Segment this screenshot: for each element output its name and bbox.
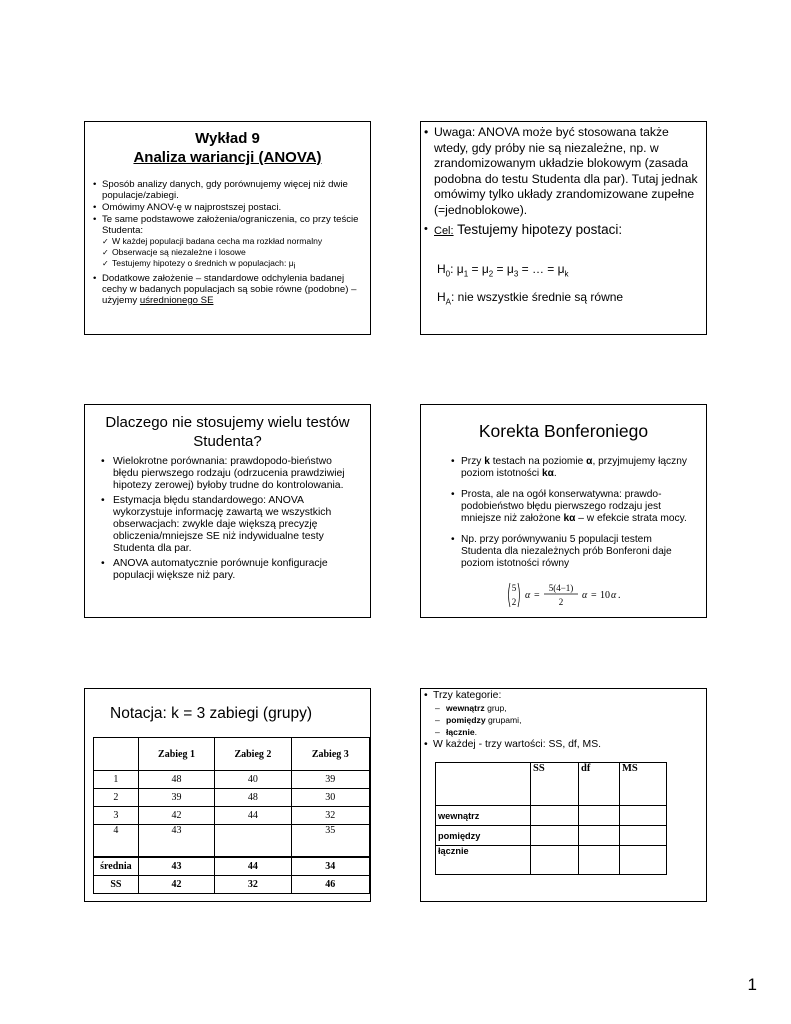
list-item: • Te same podstawowe założenia/ograniczenia, co przy teście Studenta: ✓ W każdej populacji badana cecha ma rozkład normalny ✓ Obserwacje są niezależne i losowe ✓ Testujemy hipotezy o średnich w populacjach: $\mu_i$ xyxy=(93,214,362,272)
table-cell: 39 xyxy=(291,771,369,789)
slide-1-bullets xyxy=(93,179,362,307)
table-cell: 1 xyxy=(94,771,139,789)
svg-text:α: α xyxy=(582,590,588,601)
list-item: ✓ Testujemy hipotezy o średnich w populacjach: $\mu_i$ xyxy=(102,258,362,272)
slide-1 xyxy=(84,121,371,335)
svg-text:.: . xyxy=(618,590,621,601)
list-item: • Sposób analizy danych, gdy porównujemy więcej niż dwie populacje/zabiegi. xyxy=(93,179,362,201)
table-row xyxy=(436,826,667,846)
table-cell xyxy=(531,826,579,846)
list-item: ✓ Obserwacje są niezależne i losowe xyxy=(102,247,362,258)
table-cell: 30 xyxy=(291,789,369,807)
svg-text:10: 10 xyxy=(600,590,610,601)
table-row xyxy=(94,771,370,789)
table-cell: 48 xyxy=(215,789,291,807)
list-item: • Estymacja błędu standardowego: ANOVA wykorzystuje informację zawartą we wszystkich obserwacjach: zwykle daje większą precyzję obliczenia/mniejsze SE niż indywidualne testy Studenta dla par. xyxy=(101,495,360,556)
list-item: • Cel: Testujemy hipotezy postaci: xyxy=(424,222,700,240)
data-table xyxy=(93,737,370,894)
slide-1-sublist xyxy=(102,236,362,272)
table-cell: pomiędzy xyxy=(436,826,531,846)
table-header-cell: SS xyxy=(531,763,579,806)
slide-6 xyxy=(420,688,707,902)
svg-text:=: = xyxy=(591,590,597,601)
table-cell xyxy=(620,846,667,875)
list-item: • Wielokrotne porównania: prawdopodo-bieństwo błędu pierwszego rodzaju (odrzucenia prawdziwiej hipotezy zerowej) byłoby trudne do kontrolowania. xyxy=(101,456,360,493)
slide-1-subtitle: Analiza wariancji (ANOVA) xyxy=(133,149,322,166)
table-header-cell: df xyxy=(579,763,620,806)
svg-text:2: 2 xyxy=(511,597,517,607)
table-row-ss xyxy=(94,876,370,894)
table-header-cell: Zabieg 2 xyxy=(215,738,291,771)
table-cell: 32 xyxy=(215,876,291,894)
table-cell: 43 xyxy=(138,857,214,876)
svg-text:α: α xyxy=(525,590,531,601)
table-cell: 44 xyxy=(215,807,291,825)
slide-3-bullets xyxy=(101,456,360,584)
table-cell xyxy=(620,806,667,826)
null-hypothesis: $H_0$: $\mu_1 = \mu_2 = \mu_3$ = … = $\mu_k$ xyxy=(437,262,569,279)
table-header-cell xyxy=(94,738,139,771)
table-cell: średnia xyxy=(94,857,139,876)
slide-1-title: Wykład 9 xyxy=(195,130,260,147)
svg-text:2: 2 xyxy=(558,597,564,607)
table-cell xyxy=(215,825,291,858)
table-cell xyxy=(579,806,620,826)
list-item: • Prosta, ale na ogół konserwatywna: prawdo-podobieństwo błędu pierwszego rodzaju jest mniejsze niż założone kα – w efekcie strata mocy. xyxy=(451,489,692,525)
anova-table xyxy=(435,762,667,875)
list-item: • Omówimy ANOV-ę w najprostszej postaci. xyxy=(93,202,362,213)
slide-6-bullets xyxy=(424,689,700,751)
slide-5 xyxy=(84,688,371,902)
table-cell: 35 xyxy=(291,825,369,858)
table-header-cell: MS xyxy=(620,763,667,806)
svg-text:5(4−1): 5(4−1) xyxy=(548,583,574,593)
slide-4-title: Korekta Bonferoniego xyxy=(478,421,649,441)
list-item: • Np. przy porównywaniu 5 populacji testem Studenta dla niezależnych prób Bonferoni daje poziom istotności równy xyxy=(451,534,692,570)
table-cell: 46 xyxy=(291,876,369,894)
list-item: • ANOVA automatycznie porównuje konfiguracje populacji większe niż pary. xyxy=(101,558,360,582)
slide-2 xyxy=(420,121,707,335)
slide-4 xyxy=(420,404,707,618)
svg-text:=: = xyxy=(534,590,540,601)
table-cell xyxy=(579,846,620,875)
table-cell: 42 xyxy=(138,807,214,825)
table-cell: 40 xyxy=(215,771,291,789)
table-cell: 42 xyxy=(138,876,214,894)
table-cell: wewnątrz xyxy=(436,806,531,826)
table-cell xyxy=(579,826,620,846)
slide-4-bullets xyxy=(451,456,692,579)
svg-text:5: 5 xyxy=(511,583,517,593)
list-item: • W każdej - trzy wartości: SS, df, MS. xyxy=(424,738,700,751)
slide-3-title: Dlaczego nie stosujemy wielu testów Studenta? xyxy=(105,414,350,450)
table-header-row xyxy=(436,763,667,806)
table-header-cell: Zabieg 1 xyxy=(138,738,214,771)
bonferroni-formula xyxy=(506,581,626,609)
page-number: 1 xyxy=(747,975,757,994)
table-cell: 4 xyxy=(94,825,139,858)
list-item: • Przy k testach na poziomie α, przyjmujemy łączny poziom istotności kα. xyxy=(451,456,692,480)
table-row xyxy=(94,825,370,858)
list-item: – wewnątrz grup, xyxy=(435,702,700,714)
table-header-row xyxy=(94,738,370,771)
table-cell xyxy=(620,826,667,846)
table-header-cell xyxy=(436,763,531,806)
svg-text:α: α xyxy=(611,590,617,601)
table-cell: łącznie xyxy=(436,846,531,875)
table-cell: 48 xyxy=(138,771,214,789)
table-cell xyxy=(531,846,579,875)
table-cell: 34 xyxy=(291,857,369,876)
table-cell: SS xyxy=(94,876,139,894)
table-row-mean xyxy=(94,857,370,876)
list-item: ✓ W każdej populacji badana cecha ma rozkład normalny xyxy=(102,236,362,247)
slide-5-title: Notacja: k = 3 zabiegi (grupy) xyxy=(110,705,313,722)
list-item: – łącznie. xyxy=(435,726,700,738)
table-row xyxy=(436,846,667,875)
alternative-hypothesis: $H_A$: nie wszystkie średnie są równe xyxy=(437,290,624,307)
table-cell: 32 xyxy=(291,807,369,825)
table-header-cell: Zabieg 3 xyxy=(291,738,369,771)
list-item: • Uwaga: ANOVA może być stosowana także wtedy, gdy próby nie są niezależne, np. w zrandomizowanym układzie blokowym (zasada podobna do testu Studenta dla par). Tutaj jednak omówimy tylko układy zrandomizowane zupełne (=jednoblokowe). xyxy=(424,125,700,218)
table-cell: 44 xyxy=(215,857,291,876)
table-cell: 2 xyxy=(94,789,139,807)
table-cell: 43 xyxy=(138,825,214,858)
table-row xyxy=(436,806,667,826)
table-cell: 3 xyxy=(94,807,139,825)
list-item: – pomiędzy grupami, xyxy=(435,714,700,726)
slide-3 xyxy=(84,404,371,618)
slide-2-bullets xyxy=(424,125,700,240)
table-cell xyxy=(531,806,579,826)
list-item: • Dodatkowe założenie – standardowe odchylenia badanej cechy w badanych populacjach są sobie równe (podobne) – użyjemy uśrednionego SE xyxy=(93,273,362,306)
table-row xyxy=(94,807,370,825)
table-row xyxy=(94,789,370,807)
slide-6-sublist xyxy=(435,702,700,738)
list-item: • Trzy kategorie: – wewnątrz grup, – pomiędzy grupami, – łącznie. xyxy=(424,689,700,738)
table-cell: 39 xyxy=(138,789,214,807)
